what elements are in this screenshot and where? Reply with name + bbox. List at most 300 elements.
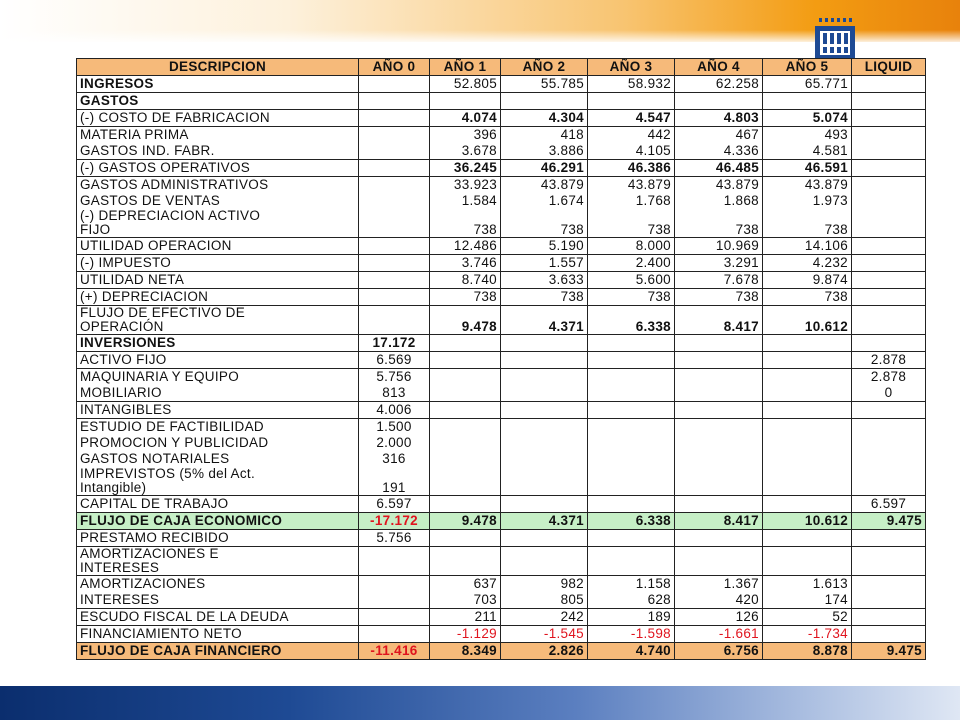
- cell-y4: [675, 435, 763, 451]
- cell-y0: [359, 143, 430, 160]
- label-cell: INTANGIBLES: [77, 402, 359, 419]
- cell-liq: 9.475: [852, 513, 926, 530]
- cell-y4: [675, 385, 763, 402]
- cell-liq: [852, 177, 926, 194]
- cell-liq: [852, 419, 926, 436]
- cell-y1: 52.805: [430, 76, 501, 93]
- header-ano-1: AÑO 1: [430, 59, 501, 76]
- cell-y2: 1.674: [501, 193, 588, 209]
- cell-y4: [675, 467, 763, 496]
- cell-y5: [763, 385, 852, 402]
- cell-y0: [359, 592, 430, 609]
- row-amortizaciones: [77, 576, 926, 593]
- row-estudio-factibilidad: [77, 419, 926, 436]
- label-line-2: INTERESES: [80, 560, 160, 575]
- label-cell: MATERIA PRIMA: [77, 127, 359, 144]
- cell-y3: 738: [588, 289, 675, 306]
- label-line-1: IMPREVISTOS (5% del Act.: [80, 467, 256, 481]
- cell-y5: 9.874: [763, 272, 852, 289]
- label-line-2: Intangible): [80, 480, 147, 495]
- row-gastos: [77, 93, 926, 110]
- cell-y4: 8.417: [675, 306, 763, 335]
- label-cell: FLUJO DE CAJA FINANCIERO: [77, 643, 359, 660]
- cell-y3: [588, 496, 675, 513]
- cell-y1: [430, 530, 501, 547]
- cell-y5: [763, 547, 852, 576]
- label-cell: FINANCIAMIENTO NETO: [77, 626, 359, 643]
- cell-y3: [588, 451, 675, 467]
- row-mobiliario: [77, 385, 926, 402]
- cell-y1: 33.923: [430, 177, 501, 194]
- cell-y4: 126: [675, 609, 763, 626]
- cell-y4: 46.485: [675, 160, 763, 177]
- cell-y3: 738: [588, 209, 675, 238]
- cell-y0: [359, 289, 430, 306]
- cell-liq: [852, 209, 926, 238]
- cell-y3: 58.932: [588, 76, 675, 93]
- cell-y1: 3.678: [430, 143, 501, 160]
- row-flujo-caja-financiero: [77, 643, 926, 660]
- cell-liq: [852, 289, 926, 306]
- cell-liq: 2.878: [852, 352, 926, 369]
- cell-y5: 65.771: [763, 76, 852, 93]
- cell-y4: 6.756: [675, 643, 763, 660]
- cell-y2: 5.190: [501, 238, 588, 255]
- cell-y1: 9.478: [430, 306, 501, 335]
- cell-y3: 5.600: [588, 272, 675, 289]
- cell-y4: [675, 547, 763, 576]
- label-cell: [77, 306, 359, 335]
- cell-y3: [588, 335, 675, 352]
- cell-y0: -11.416: [359, 643, 430, 660]
- cell-liq: [852, 193, 926, 209]
- label-cell: GASTOS DE VENTAS: [77, 193, 359, 209]
- cell-y3: [588, 467, 675, 496]
- row-depreciacion-activo-fijo: [77, 209, 926, 238]
- cell-y3: 8.000: [588, 238, 675, 255]
- cell-y1: 738: [430, 209, 501, 238]
- cell-liq: [852, 143, 926, 160]
- cell-liq: [852, 626, 926, 643]
- cell-y0: [359, 76, 430, 93]
- cell-y0: [359, 306, 430, 335]
- label-cell: PROMOCION Y PUBLICIDAD: [77, 435, 359, 451]
- row-intangibles: [77, 402, 926, 419]
- cell-y2: 3.633: [501, 272, 588, 289]
- cell-y5: 738: [763, 209, 852, 238]
- cell-y2: 982: [501, 576, 588, 593]
- cell-liq: 9.475: [852, 643, 926, 660]
- label-cell: ACTIVO FIJO: [77, 352, 359, 369]
- cell-y2: 418: [501, 127, 588, 144]
- label-cell: CAPITAL DE TRABAJO: [77, 496, 359, 513]
- cell-y0: [359, 547, 430, 576]
- cell-liq: 0: [852, 385, 926, 402]
- cell-y5: 1.613: [763, 576, 852, 593]
- label-cell: FLUJO DE CAJA ECONOMICO: [77, 513, 359, 530]
- cell-y1: [430, 451, 501, 467]
- row-prestamo-recibido: [77, 530, 926, 547]
- label-cell: [77, 547, 359, 576]
- cell-y2: 3.886: [501, 143, 588, 160]
- cell-y5: [763, 335, 852, 352]
- cell-y5: 52: [763, 609, 852, 626]
- cell-y5: 4.232: [763, 255, 852, 272]
- cell-y0: [359, 238, 430, 255]
- label-cell: AMORTIZACIONES: [77, 576, 359, 593]
- cell-y1: 1.584: [430, 193, 501, 209]
- cell-y4: 7.678: [675, 272, 763, 289]
- cell-y5: 43.879: [763, 177, 852, 194]
- cell-liq: [852, 93, 926, 110]
- cell-y2: [501, 352, 588, 369]
- header-ano-4: AÑO 4: [675, 59, 763, 76]
- row-capital-trabajo: [77, 496, 926, 513]
- label-cell: ESTUDIO DE FACTIBILIDAD: [77, 419, 359, 436]
- cell-y0: [359, 127, 430, 144]
- cell-y5: 46.591: [763, 160, 852, 177]
- label-cell: (-) COSTO DE FABRICACION: [77, 110, 359, 127]
- cell-y3: 4.547: [588, 110, 675, 127]
- row-activo-fijo: [77, 352, 926, 369]
- cell-liq: [852, 435, 926, 451]
- cell-y3: [588, 369, 675, 386]
- cell-y5: 10.612: [763, 306, 852, 335]
- cell-y2: 43.879: [501, 177, 588, 194]
- cell-y5: 493: [763, 127, 852, 144]
- cell-y3: 46.386: [588, 160, 675, 177]
- cell-y2: 738: [501, 209, 588, 238]
- cell-y0: [359, 626, 430, 643]
- cell-y5: 10.612: [763, 513, 852, 530]
- row-flujo-caja-economico: [77, 513, 926, 530]
- cell-y1: [430, 496, 501, 513]
- cell-liq: [852, 530, 926, 547]
- cell-y4: 738: [675, 209, 763, 238]
- label-line-2: FIJO: [80, 222, 111, 237]
- cell-y3: 6.338: [588, 513, 675, 530]
- label-cell: (-) GASTOS OPERATIVOS: [77, 160, 359, 177]
- cell-y2: [501, 530, 588, 547]
- row-gastos-ventas: [77, 193, 926, 209]
- cell-y4: 467: [675, 127, 763, 144]
- cell-y4: [675, 419, 763, 436]
- label-cell: PRESTAMO RECIBIDO: [77, 530, 359, 547]
- label-cell: [77, 467, 359, 496]
- row-escudo-fiscal: [77, 609, 926, 626]
- cell-y3: [588, 352, 675, 369]
- row-gastos-operativos: [77, 160, 926, 177]
- cell-y5: [763, 369, 852, 386]
- label-cell: ESCUDO FISCAL DE LA DEUDA: [77, 609, 359, 626]
- cell-y3: [588, 530, 675, 547]
- row-imprevistos: [77, 467, 926, 496]
- row-utilidad-neta: [77, 272, 926, 289]
- label-cell: GASTOS ADMINISTRATIVOS: [77, 177, 359, 194]
- cell-y4: [675, 335, 763, 352]
- cell-y4: 1.868: [675, 193, 763, 209]
- cell-y4: -1.661: [675, 626, 763, 643]
- cell-y4: 43.879: [675, 177, 763, 194]
- cell-y1: 3.746: [430, 255, 501, 272]
- cell-y0: 813: [359, 385, 430, 402]
- row-inversiones: [77, 335, 926, 352]
- cell-y2: [501, 451, 588, 467]
- cell-y4: [675, 402, 763, 419]
- cell-y5: [763, 530, 852, 547]
- cell-y0: 17.172: [359, 335, 430, 352]
- cell-y0: 5.756: [359, 369, 430, 386]
- row-ingresos: [77, 76, 926, 93]
- cell-y3: [588, 547, 675, 576]
- cell-liq: [852, 306, 926, 335]
- cell-y5: [763, 419, 852, 436]
- cell-y3: [588, 385, 675, 402]
- cell-y0: [359, 609, 430, 626]
- cell-y1: 36.245: [430, 160, 501, 177]
- cell-liq: [852, 335, 926, 352]
- cell-liq: [852, 467, 926, 496]
- row-gastos-administrativos: [77, 177, 926, 194]
- cell-y5: [763, 451, 852, 467]
- cell-y4: 10.969: [675, 238, 763, 255]
- cell-y0: [359, 177, 430, 194]
- cell-y3: 1.158: [588, 576, 675, 593]
- row-mas-depreciacion: [77, 289, 926, 306]
- cell-y5: [763, 467, 852, 496]
- label-cell: INVERSIONES: [77, 335, 359, 352]
- label-line-2: OPERACIÓN: [80, 319, 164, 334]
- cell-y2: [501, 402, 588, 419]
- header-ano-3: AÑO 3: [588, 59, 675, 76]
- cell-y0: 316: [359, 451, 430, 467]
- cell-y5: [763, 93, 852, 110]
- cell-liq: [852, 576, 926, 593]
- cell-y2: 46.291: [501, 160, 588, 177]
- cell-y3: [588, 435, 675, 451]
- cell-y1: 9.478: [430, 513, 501, 530]
- header-liquid: LIQUID: [852, 59, 926, 76]
- cell-y3: 4.740: [588, 643, 675, 660]
- cell-y3: -1.598: [588, 626, 675, 643]
- header-descripcion: DESCRIPCION: [77, 59, 359, 76]
- cell-y3: 4.105: [588, 143, 675, 160]
- cell-y1: 8.740: [430, 272, 501, 289]
- cell-y0: 2.000: [359, 435, 430, 451]
- cell-y3: 43.879: [588, 177, 675, 194]
- cell-y2: [501, 335, 588, 352]
- row-utilidad-operacion: [77, 238, 926, 255]
- cell-y3: 2.400: [588, 255, 675, 272]
- cell-y5: 738: [763, 289, 852, 306]
- cell-y0: 4.006: [359, 402, 430, 419]
- label-line-1: AMORTIZACIONES E: [80, 546, 219, 561]
- cell-y1: 8.349: [430, 643, 501, 660]
- cell-y0: -17.172: [359, 513, 430, 530]
- cell-y4: 62.258: [675, 76, 763, 93]
- cell-y5: [763, 435, 852, 451]
- cell-y1: 396: [430, 127, 501, 144]
- cell-liq: [852, 547, 926, 576]
- label-cell: (+) DEPRECIACION: [77, 289, 359, 306]
- label-cell: UTILIDAD OPERACION: [77, 238, 359, 255]
- cell-y2: 1.557: [501, 255, 588, 272]
- cell-y5: 1.973: [763, 193, 852, 209]
- cell-y4: 3.291: [675, 255, 763, 272]
- cell-liq: [852, 402, 926, 419]
- cell-y0: 5.756: [359, 530, 430, 547]
- cell-y3: 442: [588, 127, 675, 144]
- label-cell: GASTOS IND. FABR.: [77, 143, 359, 160]
- label-cell: MOBILIARIO: [77, 385, 359, 402]
- row-gastos-notariales: [77, 451, 926, 467]
- cell-y1: [430, 402, 501, 419]
- cell-y0: [359, 110, 430, 127]
- cell-y5: 14.106: [763, 238, 852, 255]
- cell-y1: [430, 369, 501, 386]
- cell-y0: [359, 160, 430, 177]
- cell-liq: [852, 255, 926, 272]
- header-ano-5: AÑO 5: [763, 59, 852, 76]
- cell-liq: [852, 609, 926, 626]
- cell-y2: [501, 419, 588, 436]
- cell-y5: 4.581: [763, 143, 852, 160]
- cell-y1: 4.074: [430, 110, 501, 127]
- cell-y0: 191: [359, 467, 430, 496]
- cell-y1: 703: [430, 592, 501, 609]
- cell-y4: [675, 451, 763, 467]
- label-cell: GASTOS: [77, 93, 359, 110]
- cell-y2: [501, 547, 588, 576]
- cell-y0: [359, 255, 430, 272]
- label-line-1: FLUJO DE EFECTIVO DE: [80, 305, 246, 320]
- cell-y0: [359, 576, 430, 593]
- cell-y1: 637: [430, 576, 501, 593]
- cell-liq: [852, 127, 926, 144]
- cell-y2: -1.545: [501, 626, 588, 643]
- cell-y3: [588, 419, 675, 436]
- row-impuesto: [77, 255, 926, 272]
- label-cell: INGRESOS: [77, 76, 359, 93]
- cell-y3: 1.768: [588, 193, 675, 209]
- cell-y2: [501, 385, 588, 402]
- cell-y1: -1.129: [430, 626, 501, 643]
- cell-y4: 8.417: [675, 513, 763, 530]
- cell-y5: [763, 496, 852, 513]
- cell-y2: 4.371: [501, 306, 588, 335]
- cell-y4: 420: [675, 592, 763, 609]
- cell-y2: 4.304: [501, 110, 588, 127]
- cell-y0: [359, 272, 430, 289]
- cell-y5: -1.734: [763, 626, 852, 643]
- header-ano-2: AÑO 2: [501, 59, 588, 76]
- cell-liq: [852, 160, 926, 177]
- institution-logo-icon: [813, 18, 857, 62]
- cell-liq: [852, 272, 926, 289]
- cell-y3: 6.338: [588, 306, 675, 335]
- cell-y2: 805: [501, 592, 588, 609]
- cell-y2: [501, 496, 588, 513]
- cell-y1: [430, 335, 501, 352]
- cell-y4: 4.803: [675, 110, 763, 127]
- cell-liq: [852, 592, 926, 609]
- row-flujo-efectivo-operacion: [77, 306, 926, 335]
- cell-y1: [430, 93, 501, 110]
- cell-y0: [359, 93, 430, 110]
- cell-y1: 738: [430, 289, 501, 306]
- header-ano-0: AÑO 0: [359, 59, 430, 76]
- cell-liq: [852, 110, 926, 127]
- cell-y2: 4.371: [501, 513, 588, 530]
- cell-y2: 242: [501, 609, 588, 626]
- cash-flow-table: [76, 58, 926, 660]
- cell-y0: 1.500: [359, 419, 430, 436]
- cell-y1: 211: [430, 609, 501, 626]
- cell-y1: 12.486: [430, 238, 501, 255]
- cell-y2: [501, 435, 588, 451]
- cell-y4: [675, 530, 763, 547]
- cell-y4: [675, 369, 763, 386]
- cell-y1: [430, 467, 501, 496]
- label-cell: INTERESES: [77, 592, 359, 609]
- cell-liq: 2.878: [852, 369, 926, 386]
- row-intereses: [77, 592, 926, 609]
- cell-y3: 189: [588, 609, 675, 626]
- row-financiamiento-neto: [77, 626, 926, 643]
- row-promocion-publicidad: [77, 435, 926, 451]
- row-amortizaciones-intereses: [77, 547, 926, 576]
- cell-y4: [675, 496, 763, 513]
- label-cell: MAQUINARIA Y EQUIPO: [77, 369, 359, 386]
- cell-y3: [588, 93, 675, 110]
- cell-y0: 6.597: [359, 496, 430, 513]
- cell-y1: [430, 352, 501, 369]
- cell-y2: [501, 369, 588, 386]
- cell-y5: [763, 402, 852, 419]
- cell-y4: 4.336: [675, 143, 763, 160]
- cell-liq: 6.597: [852, 496, 926, 513]
- cell-y2: 55.785: [501, 76, 588, 93]
- table-header-row: [77, 59, 926, 76]
- cell-y2: [501, 93, 588, 110]
- cell-y4: [675, 352, 763, 369]
- cell-y4: [675, 93, 763, 110]
- label-cell: [77, 209, 359, 238]
- row-costo-fabricacion: [77, 110, 926, 127]
- cell-y5: [763, 352, 852, 369]
- cell-y5: 5.074: [763, 110, 852, 127]
- cell-y1: [430, 547, 501, 576]
- label-line-1: (-) DEPRECIACION ACTIVO: [80, 209, 261, 223]
- row-gastos-ind-fabr: [77, 143, 926, 160]
- cell-y3: [588, 402, 675, 419]
- cell-liq: [852, 451, 926, 467]
- cell-y1: [430, 419, 501, 436]
- cell-y4: 738: [675, 289, 763, 306]
- cell-y0: 6.569: [359, 352, 430, 369]
- cell-y2: 2.826: [501, 643, 588, 660]
- label-cell: GASTOS NOTARIALES: [77, 451, 359, 467]
- cell-y5: 174: [763, 592, 852, 609]
- row-maquinaria-equipo: [77, 369, 926, 386]
- cell-y1: [430, 435, 501, 451]
- label-cell: UTILIDAD NETA: [77, 272, 359, 289]
- cell-y0: [359, 209, 430, 238]
- cell-y5: 8.878: [763, 643, 852, 660]
- cell-liq: [852, 76, 926, 93]
- row-materia-prima: [77, 127, 926, 144]
- cell-y0: [359, 193, 430, 209]
